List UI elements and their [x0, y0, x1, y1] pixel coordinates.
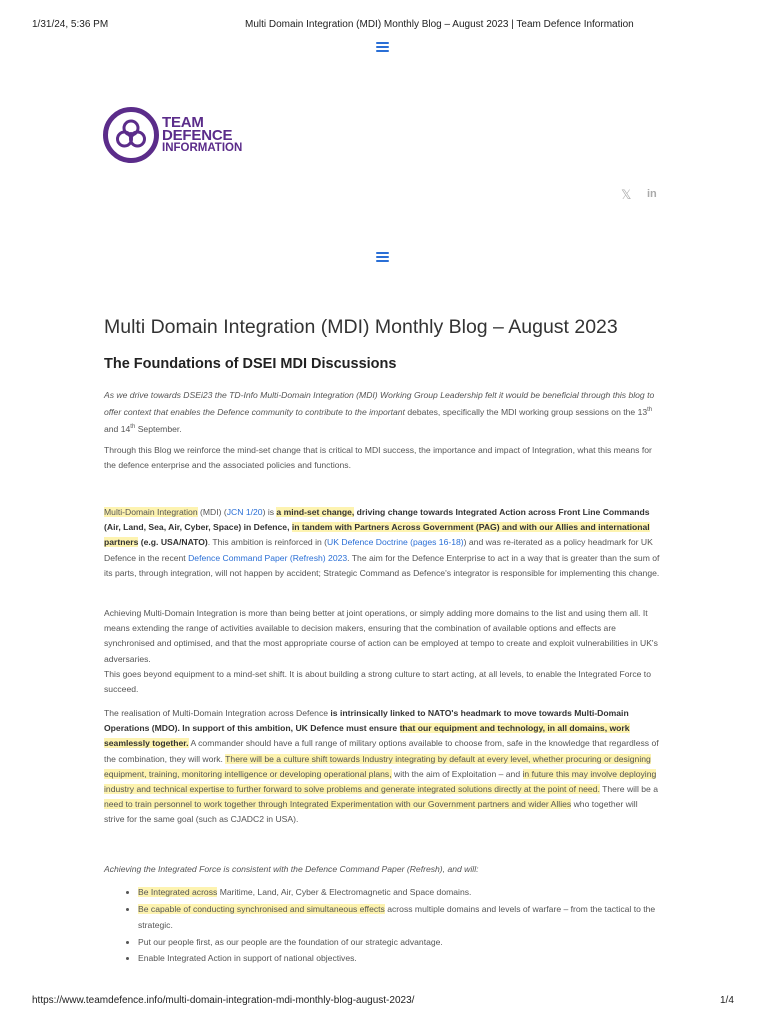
list-item: • Put our people first, as our people are the foundation of our strategic advantage. — [138, 934, 660, 951]
logo-wordmark — [162, 113, 243, 155]
article-subtitle: The Foundations of DSEI MDI Discussions — [104, 356, 397, 372]
logo-line-1: TEAM — [162, 113, 204, 131]
article-title: Multi Domain Integration (MDI) Monthly Blog – August 2023 — [104, 316, 618, 338]
blog-purpose-paragraph: Through this Blog we reinforce the mind-set change that is critical to MDI success, the importance and impact of Integration, what this means for the defence enterprise and the associated policies and functions. — [104, 445, 652, 471]
linkedin-icon[interactable]: in — [647, 188, 657, 200]
uk-defence-doctrine-link[interactable]: UK Defence Doctrine (pages 16-18) — [327, 537, 464, 548]
defence-command-paper-link[interactable]: Defence Command Paper (Refresh) 2023 — [188, 552, 348, 563]
hamburger-menu-icon[interactable] — [376, 42, 389, 52]
list-item: • Be capable of conducting synchronised and simultaneous effects across multiple domains and levels of warfare – from the tactical to the strategic. — [138, 901, 660, 934]
list-item: • Enable Integrated Action in support of national objectives. — [138, 950, 660, 967]
integrated-force-intro: Achieving the Integrated Force is consistent with the Defence Command Paper (Refresh), and will: — [104, 864, 479, 874]
integrated-force-list — [104, 884, 660, 967]
x-twitter-icon[interactable]: 𝕏 — [621, 187, 632, 202]
jcn-link[interactable]: JCN 1/20 — [226, 507, 263, 517]
achieving-mdi-paragraph: Achieving Multi-Domain Integration is more than being better at joint operations, or simply adding more domains to the list and using them all. It means extending the range of activities available to decision makers, ensuring that the combination of available options and effects are synchronised and optimised, and that the most appropriate course of action can be employed at tempo to create and exploit vulnerabilities in UK's adversaries. — [104, 608, 658, 664]
nato-realisation-paragraph: The realisation of Multi-Domain Integration across Defence is intrinsically linked to NATO's headmark to move towards Multi-Domain Operations (MDO). In support of this ambition, UK Defence must ensure that our equipment and technology, in all domains, work seamlessly together. A commander should have a full range of military options available to choose from, safe in the knowledge that regardless of the combination, they will work. There will be a culture shift towards Industry integrating by default at every level, whether procuring or designing equipment, training, monitoring intelligence or developing operational plans, with the aim of Exploitation – and in future this may involve deploying industry and technical expertise to further forward to solve problems and generate integrated solutions directly at the point of need. There will be a need to train personnel to work together through Integrated Experimentation with our Government partners and wider Allies who together will strive for the same goal (such as CJADC2 in USA). — [104, 708, 659, 825]
print-page-number: 1/4 — [720, 995, 734, 1006]
logo-line-3: INFORMATION — [162, 141, 243, 154]
logo-line-2: DEFENCE — [162, 126, 233, 144]
print-url: https://www.teamdefence.info/multi-domain-integration-mdi-monthly-blog-august-2023/ — [32, 995, 415, 1006]
logo-emblem-icon — [103, 107, 159, 163]
print-doc-title: Multi Domain Integration (MDI) Monthly Blog – August 2023 | Team Defence Information — [245, 19, 634, 30]
nav-menu-icon[interactable] — [376, 252, 389, 262]
list-item: • Be Integrated across Maritime, Land, Air, Cyber & Electromagnetic and Space domains. — [138, 884, 660, 901]
team-defence-logo[interactable] — [103, 107, 242, 163]
mdi-definition-paragraph: Multi-Domain Integration (MDI) (JCN 1/20) is a mind-set change, driving change towards Integrated Action across Front Line Commands (Air, Land, Sea, Air, Cyber, Space) in Defence, in tandem with Partners Across Government (PAG) and with our Allies and international partners (e.g. USA/NATO). This ambition is reinforced in (UK Defence Doctrine (pages 16-18)) and was re-iterated as a policy headmark for UK Defence in the recent Defence Command Paper (Refresh) 2023. The aim for the Defence Enterprise to act in a way that is greater than the sum of its parts, through integration, will not happen by accident; Strategic Command as Defence's integrator is responsible for implementing this change. — [104, 507, 660, 578]
mindset-shift-paragraph: This goes beyond equipment to a mind-set shift. It is about building a strong culture to start acting, at all levels, to enable the Integrated Force to succeed. — [104, 669, 651, 695]
print-datetime: 1/31/24, 5:36 PM — [32, 19, 109, 30]
intro-paragraph: As we drive towards DSEi23 the TD-Info Multi-Domain Integration (MDI) Working Group Leadership felt it would be beneficial through this blog to offer context that enables the Defence community to contribute to the important debates, specifically the MDI working group sessions on the 13th and 14th September. — [104, 390, 655, 435]
